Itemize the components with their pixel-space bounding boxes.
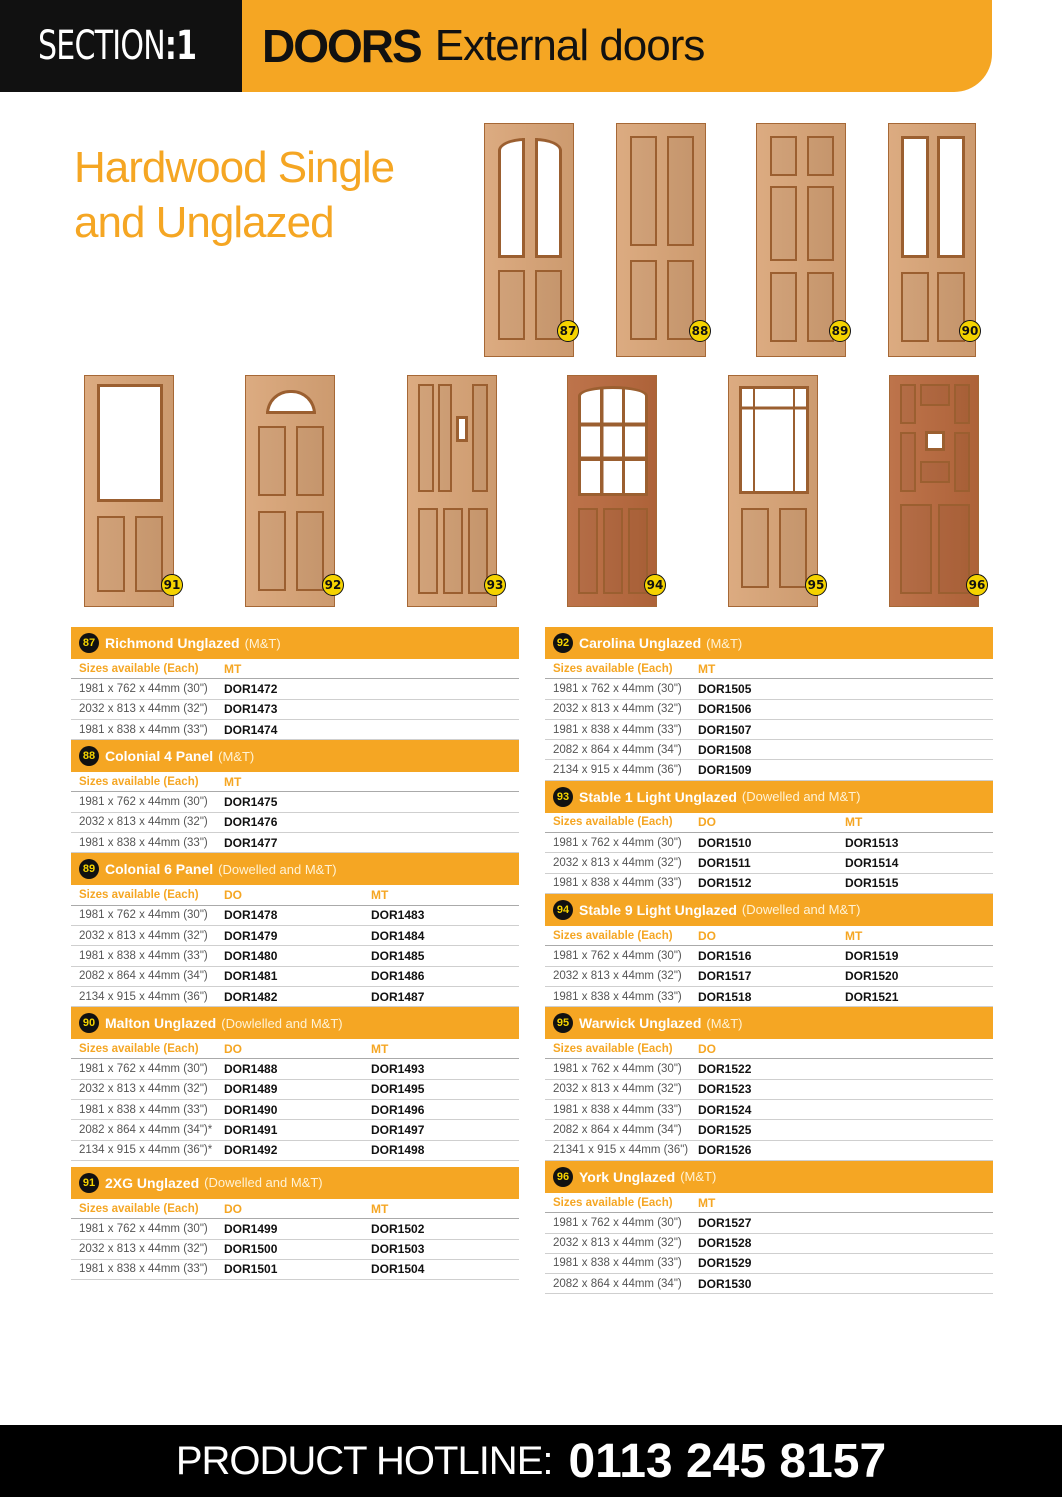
product-header: [545, 1007, 993, 1039]
product-block: [71, 1007, 519, 1161]
product-name: Carolina Unglazed: [579, 635, 702, 651]
table-header-row: Sizes available (Each) DO MT: [545, 926, 993, 946]
door-number-badge: 94: [644, 574, 666, 596]
product-header: [71, 627, 519, 659]
product-block: [71, 740, 519, 853]
table-row: 2032 x 813 x 44mm (32") DOR1476: [71, 813, 519, 833]
table-header-row: Sizes available (Each) DO MT: [545, 813, 993, 833]
table-row: 2082 x 864 x 44mm (34") DOR1525: [545, 1120, 993, 1140]
door-number-badge: 96: [966, 574, 988, 596]
page-title: Hardwood Single and Unglazed: [74, 143, 395, 247]
table-row: 1981 x 762 x 44mm (30") DOR1472: [71, 679, 519, 699]
product-number: 87: [79, 633, 99, 653]
table-row: 1981 x 838 x 44mm (33") DOR1501 DOR1504: [71, 1260, 519, 1280]
door-number-badge: 92: [322, 574, 344, 596]
product-name: Malton Unglazed: [105, 1015, 217, 1032]
table-row: 2032 x 813 x 44mm (32") DOR1473: [71, 700, 519, 720]
product-name: Colonial 6 Panel: [105, 861, 214, 878]
table-row: 1981 x 762 x 44mm (30") DOR1522: [545, 1059, 993, 1079]
product-block: [71, 853, 519, 1007]
table-row: 2082 x 864 x 44mm (34") DOR1508: [545, 740, 993, 760]
table-header-row: Sizes available (Each) MT: [545, 659, 993, 679]
table-row: 2082 x 864 x 44mm (34") DOR1530: [545, 1274, 993, 1294]
door-image-91: [84, 375, 181, 607]
product-name: Stable 9 Light Unglazed: [579, 901, 737, 918]
product-name: York Unglazed: [579, 1168, 676, 1185]
product-block: [545, 1161, 993, 1294]
product-construction: (M&T): [244, 635, 281, 651]
product-construction: (M&T): [218, 748, 255, 764]
table-row: 1981 x 838 x 44mm (33") DOR1512 DOR1515: [545, 874, 993, 894]
product-construction: (Dowelled and M&T): [741, 789, 861, 805]
table-row: 2134 x 915 x 44mm (36") DOR1509: [545, 760, 993, 780]
table-row: 1981 x 762 x 44mm (30") DOR1505: [545, 679, 993, 699]
product-header: [545, 894, 993, 926]
product-number: 90: [79, 1013, 99, 1033]
product-header: [545, 781, 993, 813]
door-image-89: [756, 123, 849, 357]
table-row: 2032 x 813 x 44mm (32") DOR1528: [545, 1234, 993, 1254]
door-image-92: [245, 375, 342, 607]
table-row: 2032 x 813 x 44mm (32") DOR1517 DOR1520: [545, 967, 993, 987]
product-block: [71, 627, 519, 740]
product-number: 92: [553, 633, 573, 653]
product-number: 89: [79, 859, 99, 879]
product-number: 95: [553, 1013, 573, 1033]
product-hotline-footer: [0, 1425, 1062, 1497]
hotline-label: PRODUCT HOTLINE:: [175, 1438, 553, 1483]
table-row: 2032 x 813 x 44mm (32") DOR1511 DOR1514: [545, 853, 993, 873]
product-number: 93: [553, 787, 573, 807]
door-number-badge: 88: [689, 320, 711, 342]
table-row: 2032 x 813 x 44mm (32") DOR1479 DOR1484: [71, 926, 519, 946]
product-header: [71, 1167, 519, 1199]
product-block: [545, 1007, 993, 1161]
table-row: 1981 x 838 x 44mm (33") DOR1474: [71, 720, 519, 740]
product-number: 91: [79, 1173, 99, 1193]
table-row: 2134 x 915 x 44mm (36") DOR1482 DOR1487: [71, 987, 519, 1007]
product-construction: (M&T): [706, 635, 743, 651]
product-header: [71, 1007, 519, 1039]
door-number-badge: 87: [557, 320, 579, 342]
table-header-row: Sizes available (Each) DO: [545, 1039, 993, 1059]
product-construction: (M&T): [680, 1169, 717, 1185]
table-header-row: Sizes available (Each) DO MT: [71, 1199, 519, 1219]
subcategory-title: External doors: [434, 21, 705, 70]
product-construction: (Dowlelled and M&T): [221, 1015, 343, 1031]
product-name: Warwick Unglazed: [579, 1015, 702, 1032]
product-name: Stable 1 Light Unglazed: [579, 788, 737, 805]
category-title: DOORS: [262, 20, 421, 72]
door-image-87: [484, 123, 577, 357]
product-header: [71, 853, 519, 885]
product-construction: (M&T): [706, 1015, 743, 1031]
table-row: 1981 x 838 x 44mm (33") DOR1477: [71, 833, 519, 853]
table-row: 2082 x 864 x 44mm (34") DOR1481 DOR1486: [71, 967, 519, 987]
door-image-95: [728, 375, 825, 607]
door-number-badge: 93: [484, 574, 506, 596]
product-block: [71, 1167, 519, 1280]
door-number-badge: 91: [161, 574, 183, 596]
table-row: 1981 x 838 x 44mm (33") DOR1480 DOR1485: [71, 946, 519, 966]
table-header-row: Sizes available (Each) DO MT: [71, 1039, 519, 1059]
table-row: 1981 x 762 x 44mm (30") DOR1510 DOR1513: [545, 833, 993, 853]
table-row: 1981 x 762 x 44mm (30") DOR1527: [545, 1213, 993, 1233]
table-row: 1981 x 762 x 44mm (30") DOR1478 DOR1483: [71, 906, 519, 926]
table-row: 1981 x 762 x 44mm (30") DOR1488 DOR1493: [71, 1059, 519, 1079]
table-row: 1981 x 762 x 44mm (30") DOR1475: [71, 792, 519, 812]
section-label: SECTION:1: [38, 23, 197, 69]
table-row: 2032 x 813 x 44mm (32") DOR1489 DOR1495: [71, 1080, 519, 1100]
product-name: 2XG Unglazed: [105, 1174, 200, 1191]
section-header: [0, 0, 242, 92]
product-table-left: [71, 627, 519, 1280]
product-number: 94: [553, 900, 573, 920]
table-row: 2134 x 915 x 44mm (36")* DOR1492 DOR1498: [71, 1141, 519, 1161]
product-name: Richmond Unglazed: [105, 635, 240, 651]
table-row: 2082 x 864 x 44mm (34")* DOR1491 DOR1497: [71, 1120, 519, 1140]
table-row: 1981 x 838 x 44mm (33") DOR1490 DOR1496: [71, 1100, 519, 1120]
table-row: 1981 x 838 x 44mm (33") DOR1529: [545, 1254, 993, 1274]
product-construction: (Dowelled and M&T): [204, 1175, 323, 1191]
door-number-badge: 95: [805, 574, 827, 596]
category-header: [242, 0, 992, 92]
table-row: 1981 x 838 x 44mm (33") DOR1507: [545, 720, 993, 740]
hotline-number: 0113 245 8157: [568, 1434, 887, 1488]
table-row: 2032 x 813 x 44mm (32") DOR1523: [545, 1080, 993, 1100]
product-construction: (Dowelled and M&T): [218, 861, 337, 877]
table-row: 1981 x 762 x 44mm (30") DOR1516 DOR1519: [545, 946, 993, 966]
table-row: 2032 x 813 x 44mm (32") DOR1506: [545, 700, 993, 720]
door-image-93: [407, 375, 504, 607]
product-number: 96: [553, 1167, 573, 1187]
product-header: [545, 1161, 993, 1193]
table-row: 2032 x 813 x 44mm (32") DOR1500 DOR1503: [71, 1240, 519, 1260]
table-row: 1981 x 838 x 44mm (33") DOR1518 DOR1521: [545, 987, 993, 1007]
product-number: 88: [79, 746, 99, 766]
product-block: [545, 627, 993, 781]
product-header: [71, 740, 519, 772]
product-block: [545, 781, 993, 894]
table-row: 1981 x 838 x 44mm (33") DOR1524: [545, 1100, 993, 1120]
product-block: [545, 894, 993, 1007]
table-header-row: Sizes available (Each) MT: [71, 772, 519, 792]
product-table-right: [545, 627, 993, 1294]
product-construction: (Dowelled and M&T): [741, 902, 861, 918]
product-header: [545, 627, 993, 659]
product-name: Colonial 4 Panel: [105, 748, 214, 765]
table-row: 1981 x 762 x 44mm (30") DOR1499 DOR1502: [71, 1219, 519, 1239]
door-number-badge: 90: [959, 320, 981, 342]
door-number-badge: 89: [829, 320, 851, 342]
door-image-96: [889, 375, 986, 607]
table-row: 21341 x 915 x 44mm (36") DOR1526: [545, 1141, 993, 1161]
door-image-88: [616, 123, 709, 357]
door-image-94: [567, 375, 664, 607]
table-header-row: Sizes available (Each) DO MT: [71, 885, 519, 905]
table-header-row: Sizes available (Each) MT: [545, 1193, 993, 1213]
table-header-row: Sizes available (Each) MT: [71, 659, 519, 679]
door-image-90: [888, 123, 979, 357]
